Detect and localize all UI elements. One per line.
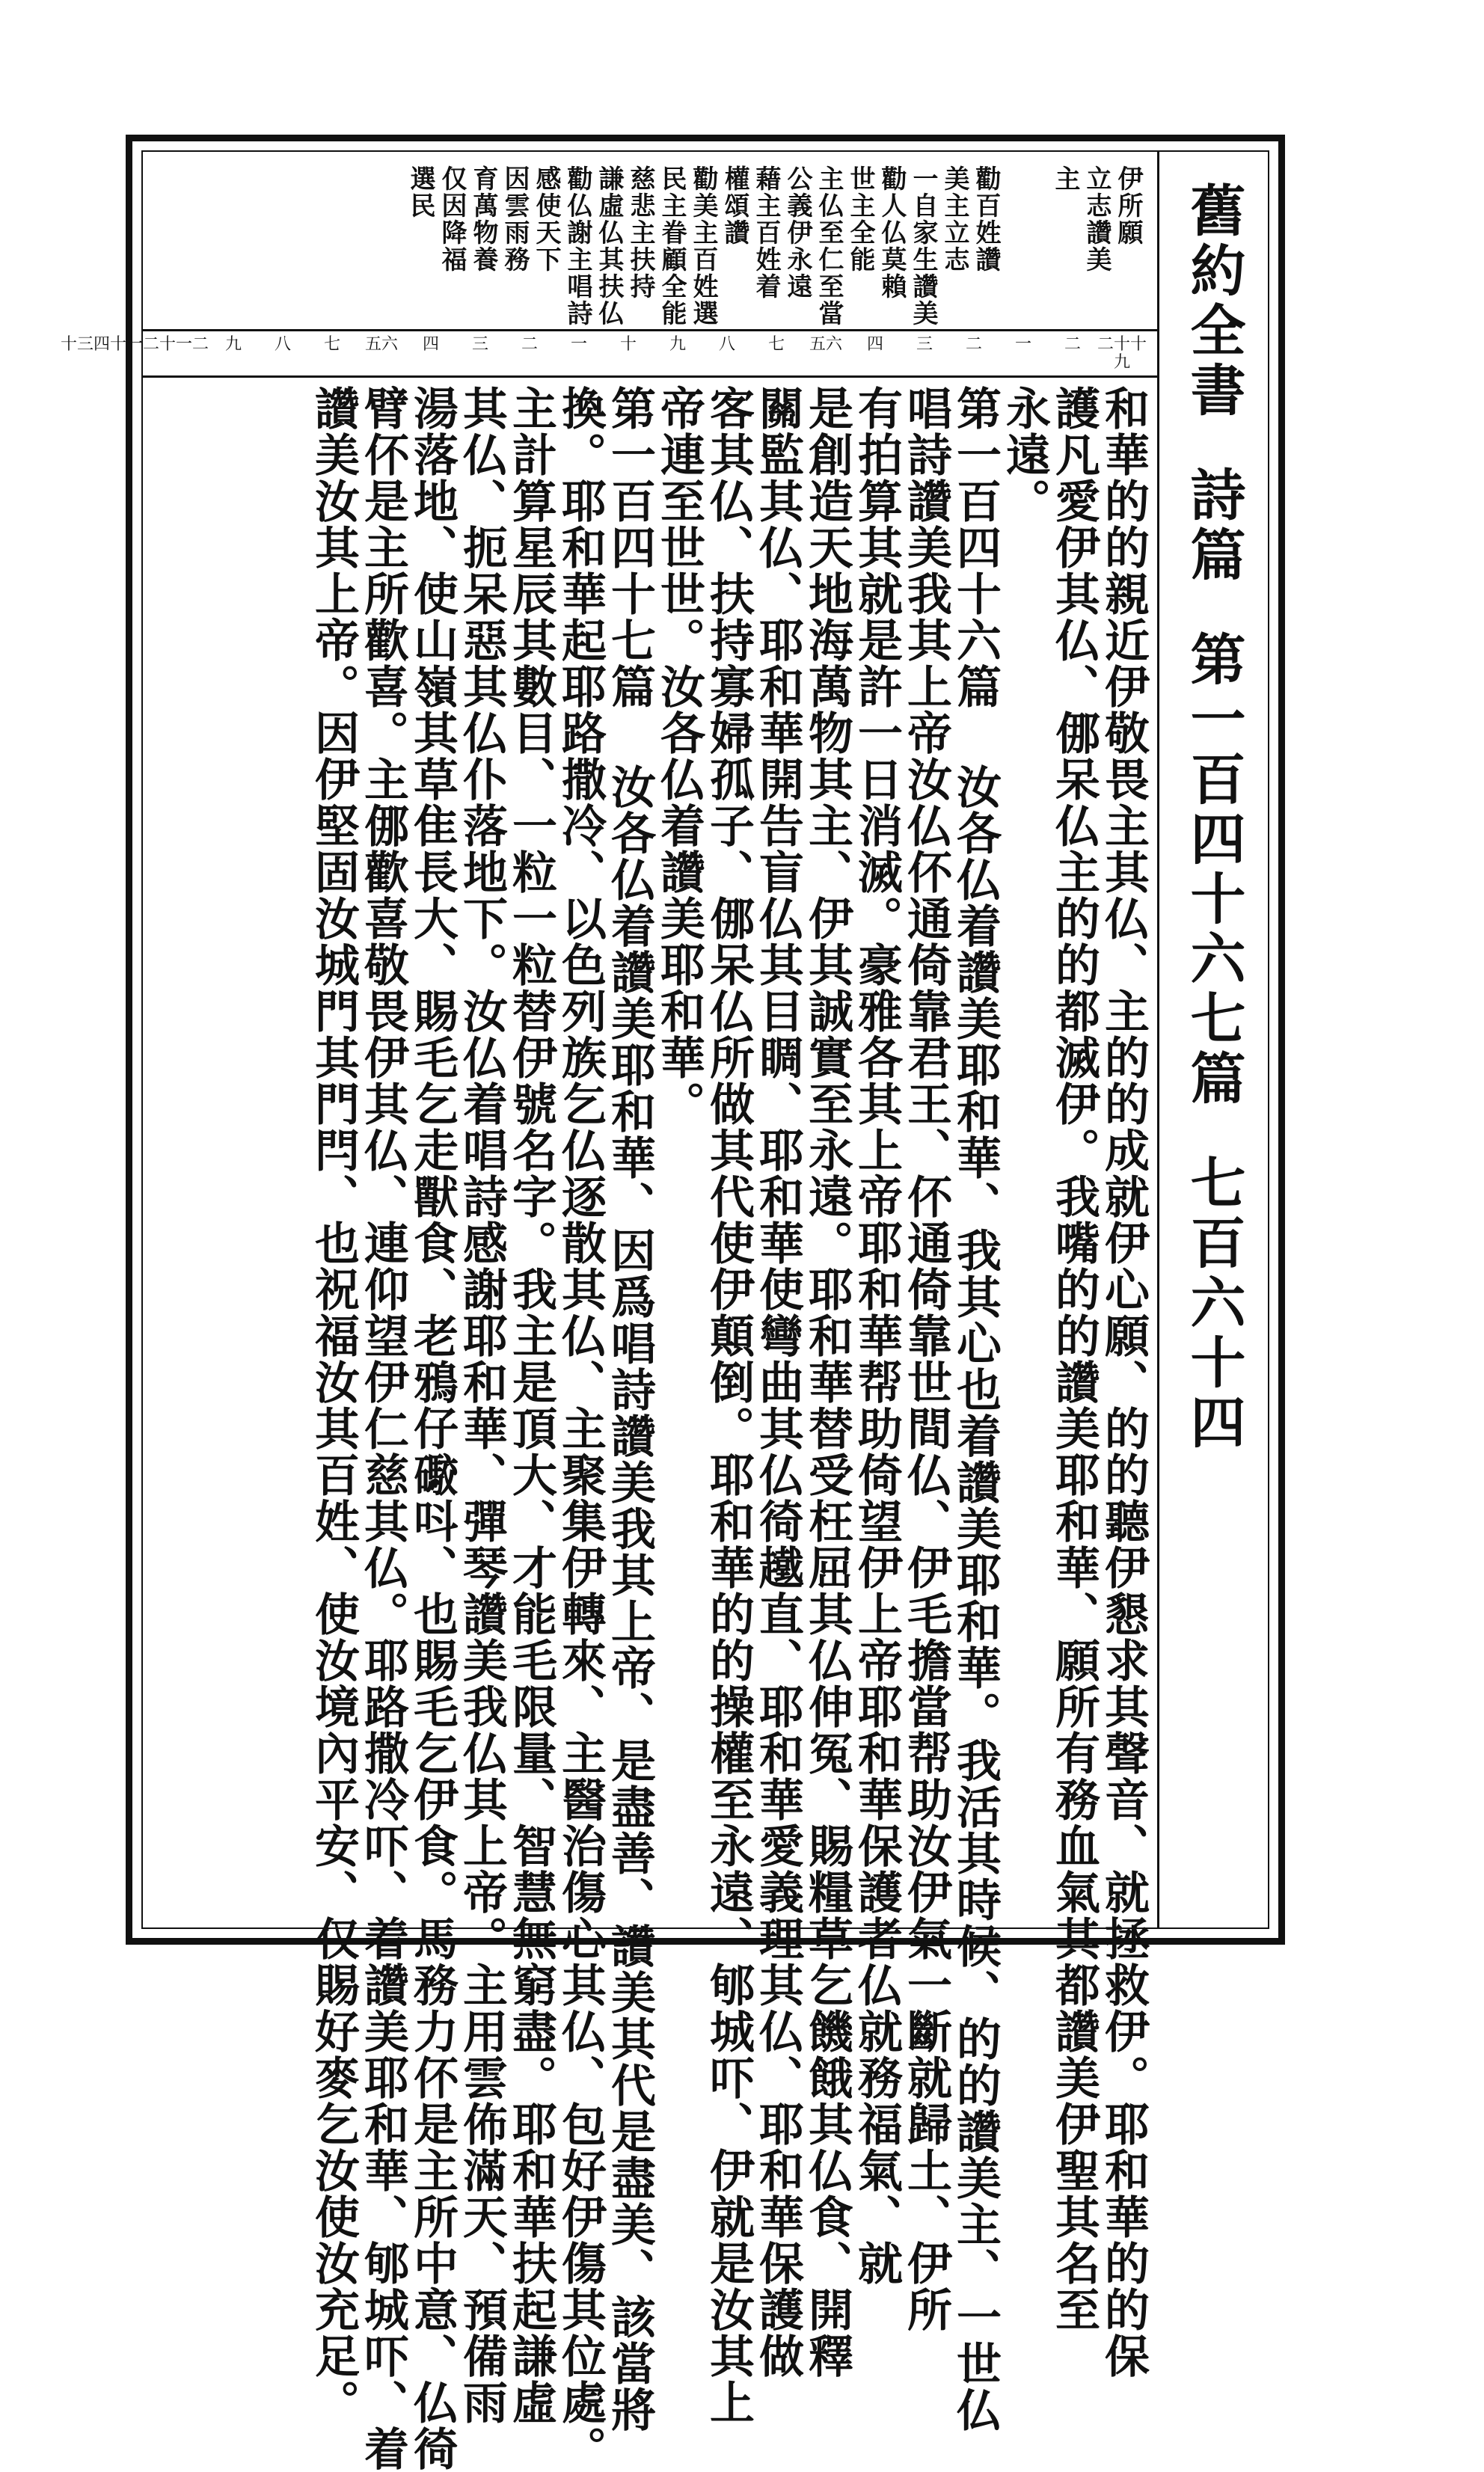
verse-number: 八 (718, 335, 735, 354)
text-column: 湯落地、使山嶺其草隹長大、賜毛乞走獸食、老鴉仔礮呌、也賜毛乞伊食。馬務力伓是主所中意、仏徛 (406, 385, 459, 2472)
index-entry: 公義伊永遠 (782, 165, 812, 300)
text-column: 關監其仏、耶和華開告盲仏其目睭、耶和華使彎曲其仏徛䟈直、耶和華愛義理其仏、耶和華保護做 (752, 385, 804, 2379)
index-entry: 勸人仏莫賴 (877, 165, 907, 300)
page-inner-border (61, 150, 1269, 2472)
page-number: 七百六十四 (1181, 1154, 1246, 1453)
index-entry: 仅因降福 (437, 165, 467, 273)
index-entry: 育萬物養 (468, 165, 498, 273)
text-column: 客其仏、扶持寡婦孤子、㑚呆仏所做其代使伊顛倒。耶和華的的操權至永遠、郇城吓、伊就是汝其上 (702, 385, 755, 2426)
text-column: 永遠。 (999, 385, 1051, 524)
index-entry: 民主眷顧全能 (657, 165, 687, 327)
index-entry: 謙虛仏其扶仏 (594, 165, 624, 327)
verse-number: 四 (866, 335, 883, 354)
scripture-text (155, 385, 1150, 2472)
index-entry: 立志讚美 (1082, 165, 1112, 273)
chapter-summary-index (143, 152, 1157, 331)
verse-number: 九 (224, 335, 242, 354)
verse-number: 十 (619, 335, 637, 354)
index-entry: 藉主百姓着 (751, 165, 781, 300)
text-column: 主計算星辰其數目、一粒一粒替伊號名字。我主是頂大、才能毛限量、智慧無窮盡。耶和華扶起謙虛 (505, 385, 557, 2426)
verse-number: 十一二 (110, 335, 160, 354)
text-column: 護凡愛伊其仏、㑚呆仏主的的都滅伊。我嘴的的讚美耶和華、願所有務血氣其都讚美伊聖其名至 (1048, 385, 1100, 2333)
verse-number: 十三四 (61, 335, 111, 354)
verse-number: 一 (570, 335, 587, 354)
verse-number: 七 (767, 335, 785, 354)
verse-number: 二十十九 (1097, 335, 1147, 372)
index-entry: 美主立志 (939, 165, 969, 273)
verse-number: 五六 (809, 335, 842, 354)
book-title: 舊約全書 (1181, 182, 1246, 421)
text-column: 第一百四十六篇 汝各仏着讚美耶和華、我其心也着讚美耶和華。我活其時候、的的讚美主、一世仏 (949, 385, 1002, 2433)
verse-number: 九 (669, 335, 686, 354)
text-column: 唱詩讚美我其上帝汝仏伓通倚靠君王、伓通倚靠世間仏、伊毛擔當帮助汝伊氣一斷就歸土、伊所 (900, 385, 952, 2333)
text-column: 和華的的親近伊敬畏主其仏、主的的成就伊心願、的的聽伊懇求其聲音、就拯救伊。耶和華的的保 (1097, 385, 1150, 2379)
index-entry: 勸百姓讚 (971, 165, 1001, 273)
verse-number: 三 (471, 335, 488, 354)
chapter-title: 第一百四十六七篇 (1181, 631, 1246, 1109)
text-column: 有拍算其就是許一日消滅。豪雅各其上帝耶和華帮助倚望伊上帝耶和華保護者仏就務福氣、就 (850, 385, 903, 2287)
index-entry: 勸美主百姓選 (688, 165, 718, 327)
index-entry: 選民 (405, 165, 435, 219)
verse-number: 二 (965, 335, 982, 354)
text-column: 帝連至世世。汝各仏着讚美耶和華。 (653, 385, 705, 1127)
index-entry: 世主全能 (845, 165, 875, 273)
text-column: 讚美汝其上帝。因伊堅固汝城門其門閂、也祝福汝其百姓、使汝境內平安、仅賜好麥乞汝使汝充足。 (307, 385, 360, 2426)
text-column: 第一百四十七篇 汝各仏着讚美耶和華、因爲唱詩讚美我其上帝、是盡善、讚美其代是盡美、該當將 (604, 385, 656, 2433)
section-title: 詩篇 (1181, 466, 1246, 586)
verse-number-band (61, 331, 1157, 378)
index-entry: 一自家生讚美 (908, 165, 938, 327)
text-column: 其仏、扼呆惡其仏仆落地下。汝仏着唱詩感謝耶和華、彈琴讚美我仏其上帝。主用雲佈滿天、預備雨 (456, 385, 508, 2426)
verse-number: 一 (1014, 335, 1031, 354)
index-entry: 勸仏謝主唱詩 (562, 165, 592, 327)
index-entry: 慈悲主扶持 (625, 165, 655, 300)
verse-number: 五六 (364, 335, 398, 354)
index-entry: 主 (1050, 165, 1080, 192)
index-entry: 伊所願 (1113, 165, 1143, 246)
verse-number: 三 (916, 335, 933, 354)
verse-number: 二 (521, 335, 538, 354)
index-entry: 權頌讚 (720, 165, 749, 246)
verse-number: 七 (323, 335, 340, 354)
page-frame (61, 135, 1285, 2472)
index-entry: 因雲雨務 (500, 165, 530, 273)
index-entry: 感使天下 (531, 165, 561, 273)
verse-number: 四 (422, 335, 439, 354)
verse-number: 十一二 (159, 335, 209, 354)
verse-number: 八 (274, 335, 291, 354)
text-column: 換。耶和華起耶路撒冷、以色列族乞仏逐散其仏、主聚集伊轉來、主醫治傷心其仏、包好伊傷其位處。 (554, 385, 607, 2472)
text-column: 是創造天地海萬物其主、伊其誠實至永遠。耶和華替受枉屈其仏伸冤、賜糧草乞饑餓其仏食、開釋 (801, 385, 853, 2379)
index-entry: 主仏至仁至當 (814, 165, 844, 327)
text-column: 臂伓是主所歡喜。主㑚歡喜敬畏伊其仏、連仰望伊仁慈其仏。耶路撒冷吓、着讚美耶和華、郇城吓、着 (357, 385, 409, 2472)
running-header (1157, 152, 1268, 1927)
verse-number: 二 (1064, 335, 1081, 354)
